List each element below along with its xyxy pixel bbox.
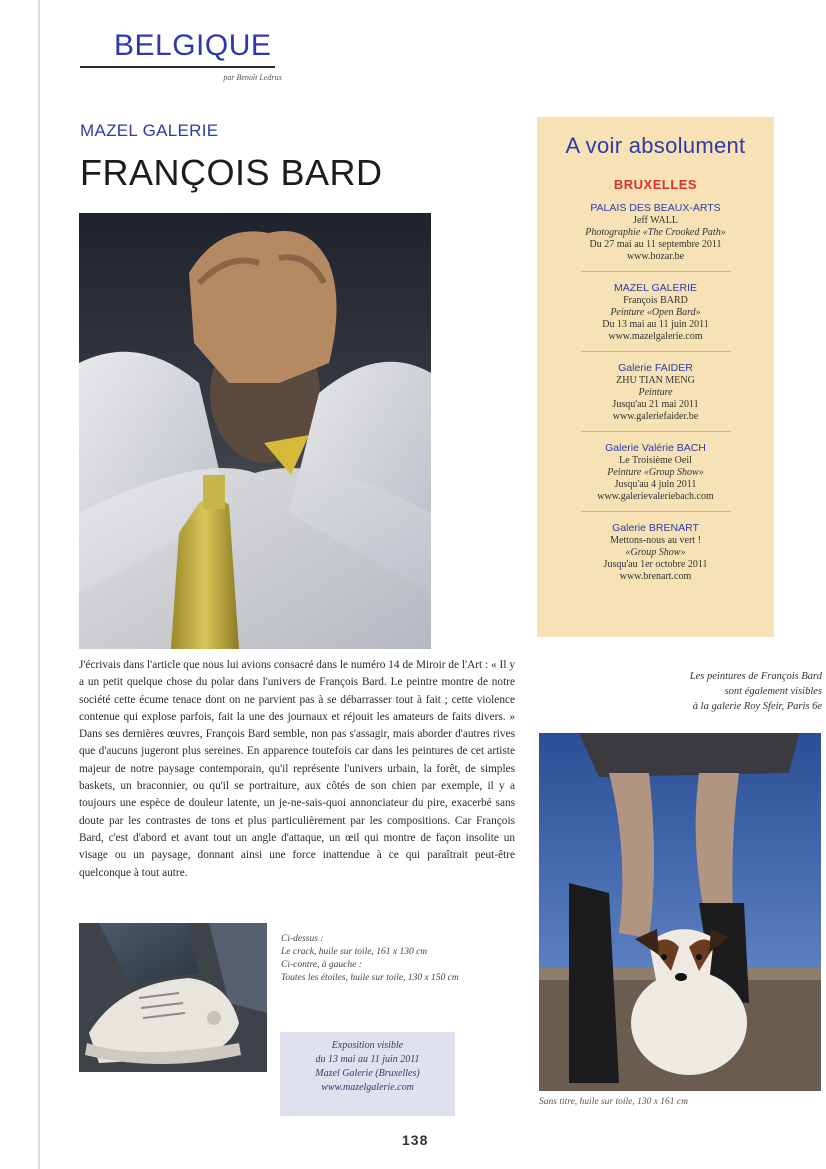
- event-divider: [581, 271, 731, 272]
- event-item: [537, 522, 774, 583]
- event-venue: Galerie Valérie BACH: [605, 442, 706, 454]
- caption-line: sont également visibles: [724, 686, 822, 697]
- event-artist: Le Troisième Oeil: [619, 455, 692, 466]
- expo-line: Exposition visible: [331, 1040, 404, 1051]
- boxout-city: BRUXELLES: [613, 177, 698, 192]
- image-captions: [281, 933, 521, 985]
- event-title: Peinture «Group Show»: [607, 467, 704, 478]
- shoe-painting-image: [79, 923, 267, 1072]
- event-item: [537, 202, 774, 272]
- event-title: Peinture «Open Bard»: [610, 307, 701, 318]
- painting-hands-over-face: [79, 213, 431, 649]
- artist-name: FRANÇOIS BARD: [80, 152, 383, 193]
- dog-painting-caption: Sans titre, huile sur toile, 130 x 161 cm: [539, 1097, 688, 1107]
- section-header: [80, 29, 282, 82]
- article-paragraph: J'écrivais dans l'article que nous lui avions consacré dans le numéro 14 de Miroir de l'Art : « Il y a un petit quelque chose du polar dans l'univers de François Bard. Le peintre montre de notre société cette écume tenace dont on ne parvient pas à se débarrasser tout à fait ; cette violence contenue qui explose parfois, fait la une des journaux et réjouit les amateurs de faits divers. » Dans ses dernières œuvres, François Bard semble, non pas s'assagir, mais aborder d'autres rives que d'aucuns jugeront plus sereines. En apparence toutefois car dans les peintures de cet artiste majeur de notre paysage contemporain, qu'il représente l'univers urbain, la forêt, de simples baskets, un braconnier, ou qu'il se portraiture, aux côtés de son chien par exemple, il y a toujours une espèce de douleur latente, un je-ne-sais-quoi annonciateur du pire, exacerbé sans doute par les contrastes de tons et plus particulièrement par les compositions. Car François Bard, c'est d'abord et avant tout un angle d'attaque, un œil qui montre de façon insolite un visage ou un paysage, donnant ainsi une force inattendue à ce qui paraîtrait peut-être quelconque à tout autre.: [79, 659, 515, 879]
- event-item: [537, 362, 774, 432]
- caption-text: Le crack, huile sur toile, 161 x 130 cm: [281, 947, 428, 957]
- dog-painting-image: [539, 733, 821, 1091]
- main-painting-image: [79, 213, 431, 649]
- event-dates: Du 13 mai au 11 juin 2011: [602, 319, 709, 330]
- event-title: Photographie «The Crooked Path»: [585, 227, 726, 238]
- expo-dates: du 13 mai au 11 juin 2011: [315, 1054, 420, 1065]
- expo-url[interactable]: www.mazelgalerie.com: [321, 1082, 414, 1093]
- event-dates: Jusqu'au 1er octobre 2011: [603, 559, 708, 570]
- event-url[interactable]: www.bozar.be: [626, 251, 685, 262]
- event-venue: PALAIS DES BEAUX-ARTS: [590, 202, 721, 214]
- event-item: [537, 442, 774, 512]
- painting-sneaker: [79, 923, 267, 1072]
- event-item: [537, 282, 774, 352]
- event-dates: Jusqu'au 4 juin 2011: [614, 479, 697, 490]
- event-url[interactable]: www.galeriefaider.be: [612, 411, 699, 422]
- event-venue: Galerie FAIDER: [618, 362, 693, 374]
- event-divider: [581, 431, 731, 432]
- page-edge: [38, 0, 40, 1169]
- caption-line: Les peintures de François Bard: [689, 671, 822, 682]
- roy-sfeir-caption: [600, 669, 822, 714]
- caption-line: à la galerie Roy Sfeir, Paris 6e: [692, 701, 822, 712]
- a-voir-absolument-box: [537, 117, 774, 637]
- section-title: BELGIQUE: [114, 29, 272, 62]
- event-url[interactable]: www.galerievaleriebach.com: [597, 491, 714, 502]
- article-body: [79, 657, 515, 882]
- gallery-name: MAZEL GALERIE: [80, 121, 219, 140]
- caption-text: Toutes les étoiles, huile sur toile, 130 x 150 cm: [281, 973, 459, 983]
- event-dates: Du 27 mai au 11 septembre 2011: [589, 239, 722, 250]
- caption-label: Ci-contre, à gauche :: [281, 960, 362, 970]
- event-artist: Mettons-nous au vert !: [610, 535, 701, 546]
- event-artist: François BARD: [623, 295, 688, 306]
- event-divider: [581, 511, 731, 512]
- event-title: Peinture: [638, 387, 673, 398]
- caption-label: Ci-dessus :: [281, 934, 324, 944]
- event-dates: Jusqu'au 21 mai 2011: [612, 399, 699, 410]
- exhibition-info-box: [280, 1032, 455, 1116]
- painting-dog-and-legs: [539, 733, 821, 1091]
- event-venue: Galerie BRENART: [612, 522, 699, 534]
- boxout-title: A voir absolument: [565, 133, 746, 158]
- page-number: 138: [402, 1132, 429, 1148]
- byline: par Benoît Ledrux: [223, 73, 282, 82]
- event-artist: ZHU TIAN MENG: [616, 375, 695, 386]
- event-artist: Jeff WALL: [633, 215, 678, 226]
- event-venue: MAZEL GALERIE: [613, 282, 698, 294]
- expo-venue: Mazel Galerie (Bruxelles): [315, 1068, 420, 1079]
- event-title: «Group Show»: [625, 547, 686, 558]
- event-divider: [581, 351, 731, 352]
- section-rule: [80, 66, 275, 68]
- event-url[interactable]: www.mazelgalerie.com: [608, 331, 703, 342]
- event-url[interactable]: www.brenart.com: [619, 571, 692, 582]
